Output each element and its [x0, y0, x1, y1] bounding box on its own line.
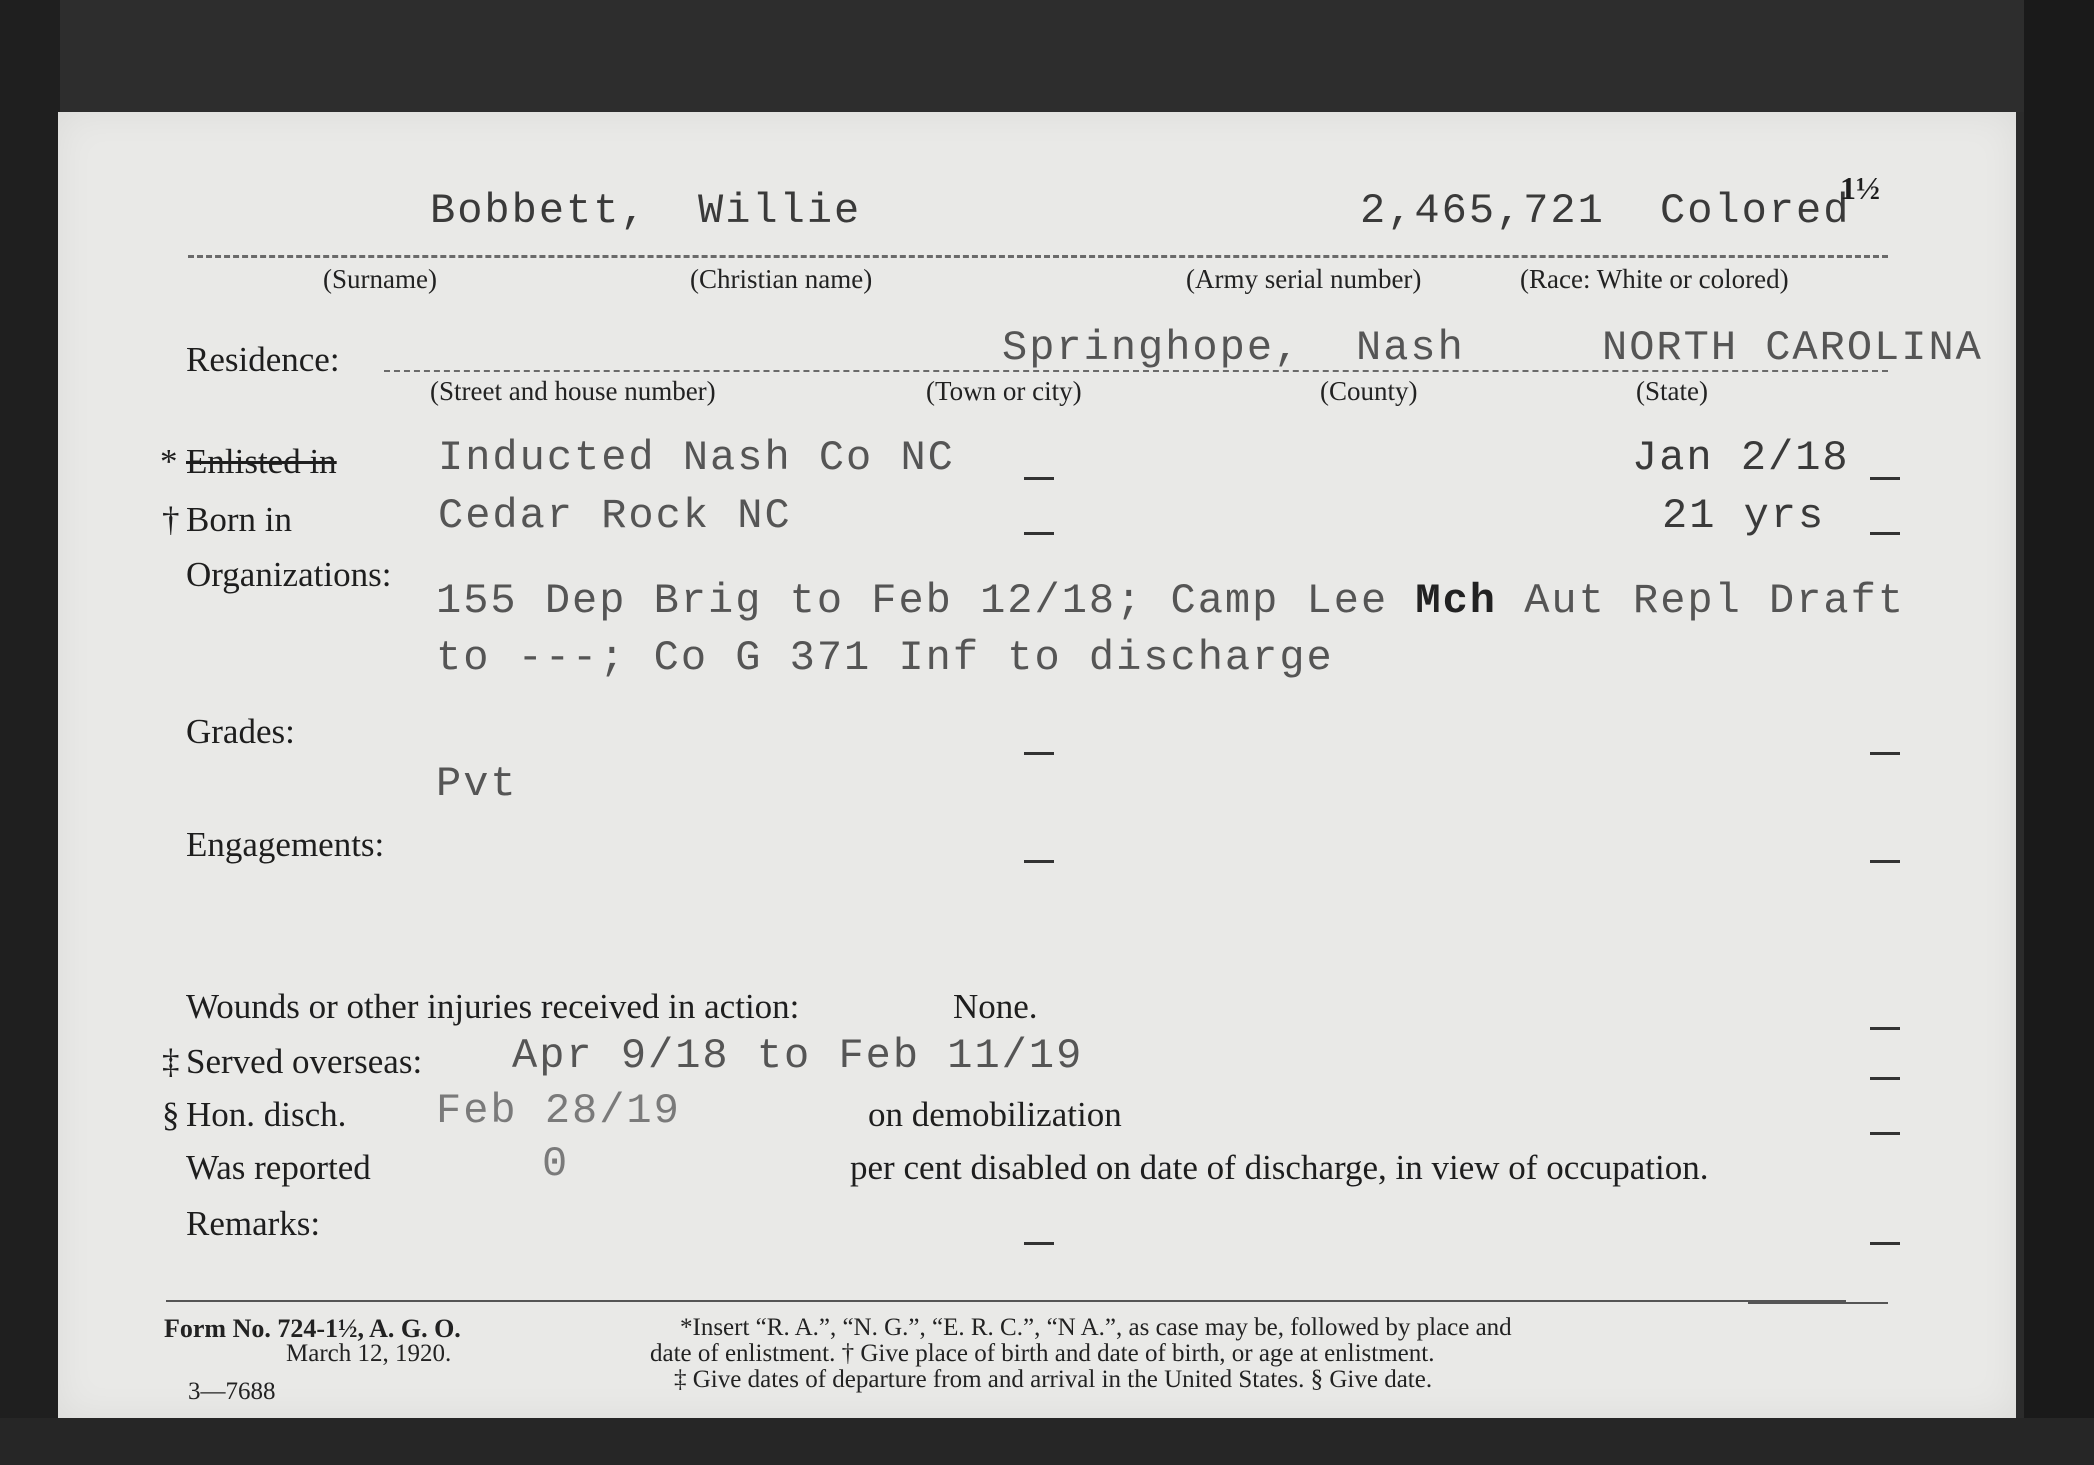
scan-background-left [0, 0, 60, 1465]
enlisted-date: Jan 2/18 [1632, 434, 1850, 482]
remarks-dash-mid [1024, 1242, 1054, 1245]
scan-background-right [2024, 0, 2094, 1465]
race-value: Colored [1660, 187, 1851, 235]
organizations-line-1-part-b: Aut Repl Draft [1496, 577, 1906, 625]
enlisted-label: Enlisted in [186, 442, 337, 481]
surname-value: Bobbett, [430, 187, 648, 235]
scan-background-top [0, 0, 2094, 112]
discharge-note: on demobilization [868, 1095, 1122, 1134]
christian-name-value: Willie [698, 187, 862, 235]
reported-note: per cent disabled on date of discharge, in view of occupation. [850, 1148, 1709, 1187]
town-caption: (Town or city) [926, 376, 1082, 406]
discharge-marker: § [162, 1095, 180, 1134]
discharge-value: Feb 28/19 [436, 1087, 681, 1135]
born-dash-end [1870, 532, 1900, 535]
card-class-number: 1½ [1840, 170, 1880, 206]
enlisted-dash-end [1870, 477, 1900, 480]
discharge-label: Hon. disch. [186, 1095, 347, 1134]
street-caption: (Street and house number) [430, 376, 716, 406]
serial-number-caption: (Army serial number) [1186, 264, 1422, 294]
engagements-dash-end [1870, 860, 1900, 863]
organizations-line-1-bold: Mch [1415, 577, 1497, 625]
form-number: Form No. 724-1½, A. G. O. [164, 1314, 461, 1343]
state-caption: (State) [1636, 376, 1708, 406]
wounds-value: None. [953, 987, 1038, 1026]
organizations-label: Organizations: [186, 555, 392, 594]
print-code: 3—7688 [188, 1378, 276, 1405]
race-caption: (Race: White or colored) [1520, 264, 1789, 294]
engagements-dash-mid [1024, 860, 1054, 863]
born-label: Born in [186, 500, 292, 539]
form-date: March 12, 1920. [286, 1340, 452, 1367]
footnote-line-2: date of enlistment. † Give place of birth and date of birth, or age at enlistment. [650, 1340, 1435, 1367]
header-dotted-line [188, 255, 1888, 258]
residence-county-value: Nash [1356, 324, 1465, 372]
overseas-dash-end [1870, 1077, 1900, 1080]
reported-value: 0 [542, 1140, 570, 1188]
residence-town-value: Springhope, [1002, 324, 1302, 372]
overseas-marker: ‡ [162, 1042, 180, 1081]
footer-rule-right [1748, 1302, 1888, 1304]
wounds-dash-end [1870, 1027, 1900, 1030]
footnote-line-3: ‡ Give dates of departure from and arrival in the United States. § Give date. [674, 1366, 1433, 1393]
organizations-line-2: to ---; Co G 371 Inf to discharge [436, 634, 1334, 682]
overseas-value: Apr 9/18 to Feb 11/19 [512, 1032, 1084, 1080]
enlisted-dash-mid [1024, 477, 1054, 480]
reported-label: Was reported [186, 1148, 371, 1187]
engagements-label: Engagements: [186, 825, 385, 864]
residence-label: Residence: [186, 340, 340, 379]
grades-label: Grades: [186, 712, 295, 751]
born-dash-mid [1024, 532, 1054, 535]
born-marker: † [162, 500, 180, 539]
service-record-card [58, 112, 2016, 1418]
county-caption: (County) [1320, 376, 1418, 406]
organizations-line-1 [436, 577, 1905, 625]
scan-background-bottom [0, 1418, 2094, 1465]
grades-dash-mid [1024, 752, 1054, 755]
grades-dash-end [1870, 752, 1900, 755]
organizations-line-1-part-a: 155 Dep Brig to Feb 12/18; Camp Lee [436, 577, 1416, 625]
footnote-line-1: *Insert “R. A.”, “N. G.”, “E. R. C.”, “N A.”, as case may be, followed by place and [680, 1314, 1512, 1341]
residence-state-value: NORTH CAROLINA [1602, 324, 1983, 372]
born-age: 21 yrs [1662, 492, 1826, 540]
remarks-dash-end [1870, 1242, 1900, 1245]
grades-value: Pvt [436, 760, 518, 808]
surname-caption: (Surname) [323, 264, 437, 294]
wounds-label: Wounds or other injuries received in action: [186, 987, 800, 1026]
enlisted-value: Inducted Nash Co NC [438, 434, 955, 482]
born-value: Cedar Rock NC [438, 492, 792, 540]
serial-number-value: 2,465,721 [1360, 187, 1605, 235]
discharge-dash-end [1870, 1132, 1900, 1135]
footer-rule [166, 1300, 1846, 1302]
remarks-label: Remarks: [186, 1204, 321, 1243]
christian-name-caption: (Christian name) [690, 264, 873, 294]
enlisted-marker: * [160, 442, 178, 481]
overseas-label: Served overseas: [186, 1042, 423, 1081]
